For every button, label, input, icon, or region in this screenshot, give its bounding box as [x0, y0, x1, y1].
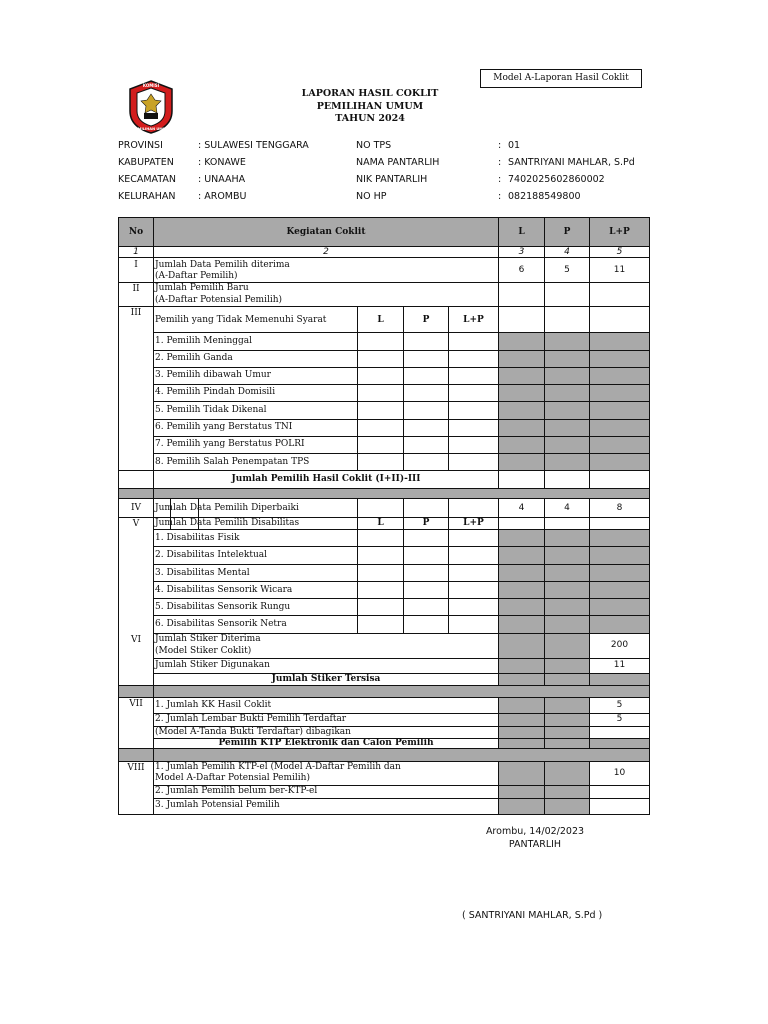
row-iii-label: Pemilih yang Tidak Memenuhi Syarat [155, 315, 327, 325]
row-iii-item: 6. Pemilih yang Berstatus TNI [155, 422, 293, 432]
index-2: 2 [323, 247, 329, 257]
nohp-label: NO HP [356, 191, 387, 202]
index-4: 4 [564, 247, 570, 257]
notps-value: 01 [508, 140, 521, 151]
row-vi-sublabel: (Model Stiker Coklit) [155, 646, 252, 656]
row-iii-item: 2. Pemilih Ganda [155, 353, 233, 363]
jumlah-hasil-coklit: Jumlah Pemilih Hasil Coklit (I+II)-III [231, 474, 421, 484]
row-vii-item-2-value: 5 [616, 714, 623, 724]
row-i-no: I [134, 260, 138, 270]
nik-label: NIK PANTARLIH [356, 174, 428, 185]
gray-separator-1 [119, 489, 649, 498]
nik-colon: : [498, 174, 502, 185]
logo-bottom-text: PEMILIHAN UMUM [132, 127, 170, 131]
row-v-item: 5. Disabilitas Sensorik Rungu [155, 602, 291, 612]
nohp-colon: : [498, 191, 502, 202]
nohp-value: 082188549800 [508, 191, 581, 202]
row-ii-sublabel: (A-Daftar Potensial Pemilih) [155, 295, 283, 305]
row-iii-item: 1. Pemilih Meninggal [155, 336, 253, 346]
gray-separator-3 [119, 749, 649, 761]
row-ii-no: II [132, 284, 140, 294]
row-iii-item: 4. Pemilih Pindah Domisili [155, 387, 276, 397]
row-v-sub-lp: L+P [463, 518, 484, 528]
row-iv-p: 4 [564, 503, 570, 513]
row-iii-item: 7. Pemilih yang Berstatus POLRI [155, 439, 305, 449]
row-vi-sisa-label: Jumlah Stiker Tersisa [271, 674, 381, 684]
kpu-logo [126, 79, 176, 135]
row-iii-item: 8. Pemilih Salah Penempatan TPS [155, 457, 310, 467]
kelurahan-value: : AROMBU [198, 191, 247, 202]
row-vi-label: Jumlah Stiker Diterima [155, 634, 261, 644]
row-iii-item: 3. Pemilih dibawah Umur [155, 370, 271, 380]
kecamatan-value: : UNAAHA [198, 174, 246, 185]
row-v-item: 4. Disabilitas Sensorik Wicara [155, 585, 293, 595]
row-vi-used-value: 11 [613, 660, 626, 670]
row-vi-value: 200 [610, 640, 629, 650]
row-viii-item-1-cont: Model A-Daftar Potensial Pemilih) [155, 773, 310, 783]
row-v-sub-l: L [377, 518, 384, 528]
row-iii-no: III [130, 308, 142, 318]
row-iv-l: 4 [518, 503, 525, 513]
kabupaten-value: : KONAWE [198, 157, 246, 168]
row-viii-item-3: 3. Jumlah Potensial Pemilih [155, 800, 280, 810]
header-lp: L+P [609, 227, 630, 237]
notps-label: NO TPS [356, 140, 392, 151]
nama-label: NAMA PANTARLIH [356, 157, 440, 168]
header-p: P [563, 227, 571, 237]
row-iv-label: Jumlah Data Pemilih Diperbaiki [155, 503, 299, 513]
coklit-table [118, 217, 650, 815]
row-iv-lp: 8 [616, 503, 623, 513]
row-vii-item-2: 2. Jumlah Lembar Bukti Pemilih Terdaftar [155, 714, 347, 724]
row-iii-sub-l: L [377, 315, 384, 325]
index-5: 5 [616, 247, 623, 257]
kabupaten-label: KABUPATEN [118, 157, 174, 168]
row-v-label: Jumlah Data Pemilih Disabilitas [155, 518, 300, 528]
row-vii-item-2-sub: (Model A-Tanda Bukti Terdaftar) dibagikan [155, 727, 351, 737]
provinsi-value: : SULAWESI TENGGARA [198, 140, 309, 151]
row-i-p: 5 [564, 265, 570, 275]
row-i-l: 6 [518, 265, 525, 275]
nama-value: SANTRIYANI MAHLAR, S.Pd [508, 157, 635, 168]
signature-name: ( SANTRIYANI MAHLAR, S.Pd ) [462, 910, 603, 921]
kecamatan-label: KECAMATAN [118, 174, 176, 185]
row-v-item: 3. Disabilitas Mental [155, 568, 250, 578]
row-viii-item-1: 1. Jumlah Pemilih KTP-el (Model A-Daftar Pemilih dan [155, 762, 401, 772]
signature-place-date: Arombu, 14/02/2023 [485, 826, 585, 837]
row-v-item: 6. Disabilitas Sensorik Netra [155, 619, 287, 629]
row-iii-item: 5. Pemilih Tidak Dikenal [155, 405, 267, 415]
title-line-3: TAHUN 2024 [335, 113, 405, 124]
row-viii-no: VIII [127, 763, 145, 773]
gray-separator-2 [119, 686, 649, 697]
row-i-label: Jumlah Data Pemilih diterima [155, 260, 290, 270]
signature-block [470, 826, 600, 851]
kelurahan-label: KELURAHAN [118, 191, 176, 202]
row-vii-item-1-value: 5 [616, 700, 623, 710]
row-iii-sub-p: P [422, 315, 430, 325]
row-iii-sub-lp: L+P [463, 315, 484, 325]
row-v-item: 2. Disabilitas Intelektual [155, 550, 267, 560]
gray-block-iii [499, 333, 649, 471]
row-vii-item-1: 1. Jumlah KK Hasil Coklit [155, 700, 272, 710]
row-i-lp: 11 [613, 265, 626, 275]
title-line-2: PEMILIHAN UMUM [316, 100, 424, 112]
notps-colon: : [498, 140, 502, 151]
nama-colon: : [498, 157, 502, 168]
row-viii-item-2: 2. Jumlah Pemilih belum ber-KTP-el [155, 786, 318, 796]
row-vi-used-label: Jumlah Stiker Digunakan [155, 660, 270, 670]
row-vii-ktp-label: Pemilih KTP Elektronik dan Calon Pemilih [218, 738, 434, 748]
gray-block-vii-b [589, 739, 649, 748]
index-1: 1 [133, 247, 139, 257]
row-viii-item-1-value: 10 [613, 768, 626, 778]
signature-role: PANTARLIH [508, 838, 562, 850]
row-i-sublabel: (A-Daftar Pemilih) [155, 271, 238, 281]
provinsi-label: PROVINSI [118, 140, 163, 151]
index-3: 3 [518, 247, 525, 257]
logo-top-text: KOMISI [142, 83, 160, 88]
header-kegiatan: Kegiatan Coklit [286, 227, 366, 237]
row-ii-label: Jumlah Pemilih Baru [155, 283, 249, 293]
row-iv-no: IV [130, 503, 142, 513]
row-v-item: 1. Disabilitas Fisik [155, 533, 240, 543]
model-label: Model A-Laporan Hasil Coklit [480, 69, 642, 88]
header-no: No [128, 227, 144, 237]
row-vi-no: VI [130, 635, 142, 645]
title-line-1: LAPORAN HASIL COKLIT [301, 88, 439, 99]
row-v-no: V [132, 519, 140, 529]
document-title [290, 88, 450, 126]
row-v-sub-p: P [422, 518, 430, 528]
header-l: L [518, 227, 525, 237]
nik-value: 7402025602860002 [508, 174, 605, 185]
row-vii-no: VII [129, 699, 143, 709]
